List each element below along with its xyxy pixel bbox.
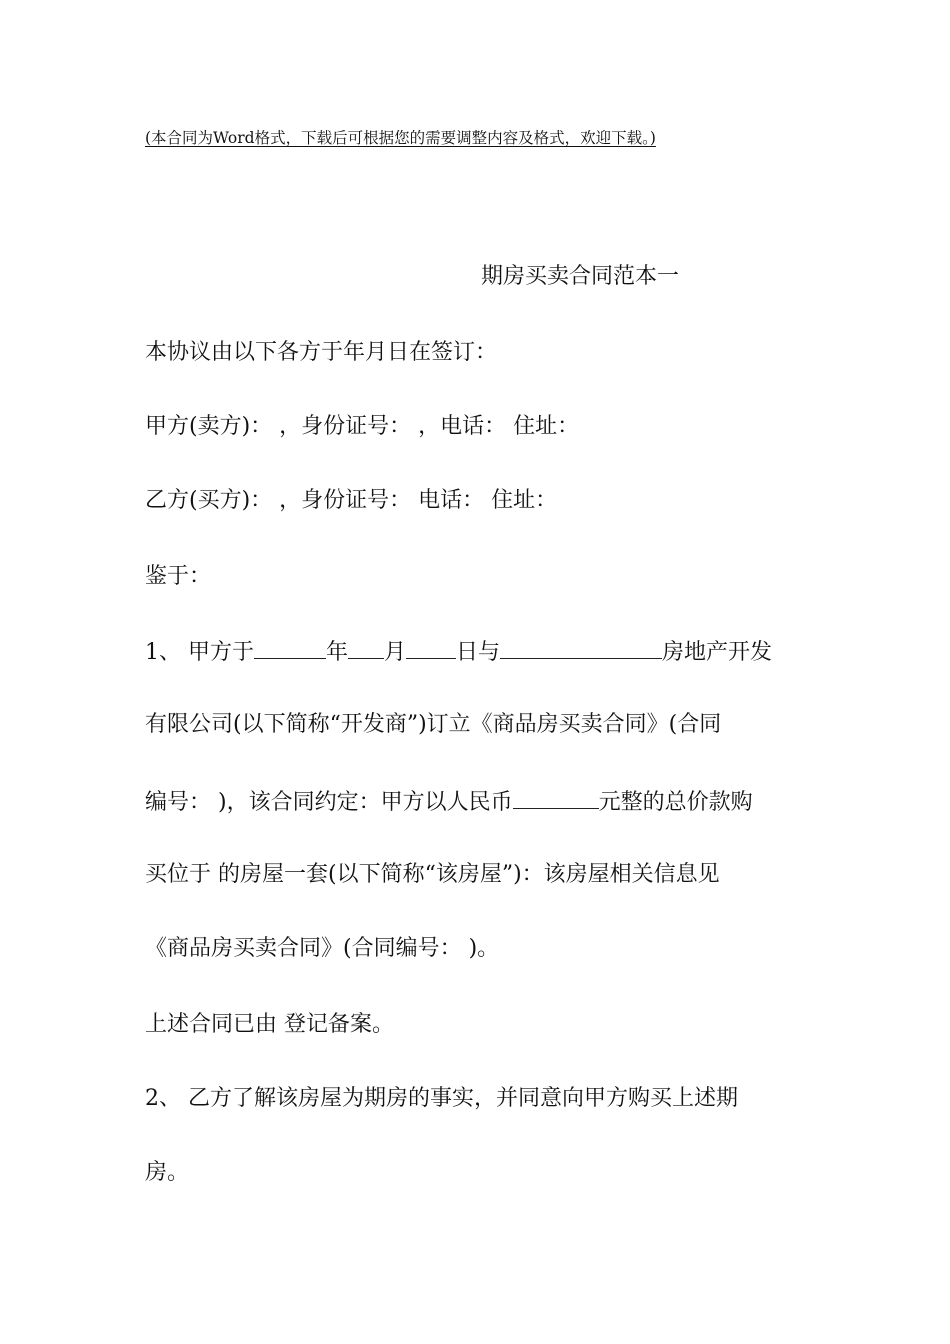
whereas-line: 鉴于： [145, 564, 212, 589]
page-title: 期房买卖合同范本一 [481, 264, 680, 289]
clause-1-line-5: 《商品房买卖合同》(合同编号： )。 [145, 936, 500, 961]
month-blank [348, 636, 384, 659]
clause-1-line-2: 有限公司(以下简称“开发商”)订立《商品房买卖合同》(合同 [145, 712, 722, 737]
format-note: (本合同为Word格式，下载后可根据您的需要调整内容及格式，欢迎下载。) [145, 129, 656, 147]
clause-1-line-4: 买位于 的房屋一套(以下简称“该房屋”)：该房屋相关信息见 [145, 862, 720, 887]
party-a-line: 甲方(卖方)： ，身份证号： ，电话： 住址： [145, 414, 580, 439]
clause-1-line-3 [145, 786, 815, 818]
clause-2-line-2: 房。 [145, 1160, 190, 1185]
year-blank [254, 636, 326, 659]
clause-1-line-1 [145, 636, 815, 668]
clause-1-text-b: 年 [326, 640, 349, 665]
clause-1-text-d: 日与 [456, 640, 501, 665]
clause-1-text-a: 1、 甲方于 [145, 640, 254, 665]
intro-line: 本协议由以下各方于年月日在签订： [145, 340, 498, 365]
clause-1-line-3-b: 元整的总价款购 [598, 790, 753, 815]
day-blank [406, 636, 456, 659]
clause-1-line-3-a: 编号： )，该合同约定：甲方以人民币 [145, 790, 513, 815]
clause-1-text-e: 房地产开发 [662, 640, 773, 665]
price-blank [513, 786, 599, 809]
registered-line: 上述合同已由 登记备案。 [145, 1012, 394, 1037]
party-b-line: 乙方(买方)： ，身份证号： 电话： 住址： [145, 488, 558, 513]
clause-2-line-1: 2、 乙方了解该房屋为期房的事实，并同意向甲方购买上述期 [145, 1086, 738, 1111]
clause-1-text-c: 月 [384, 640, 407, 665]
developer-blank [500, 636, 662, 659]
